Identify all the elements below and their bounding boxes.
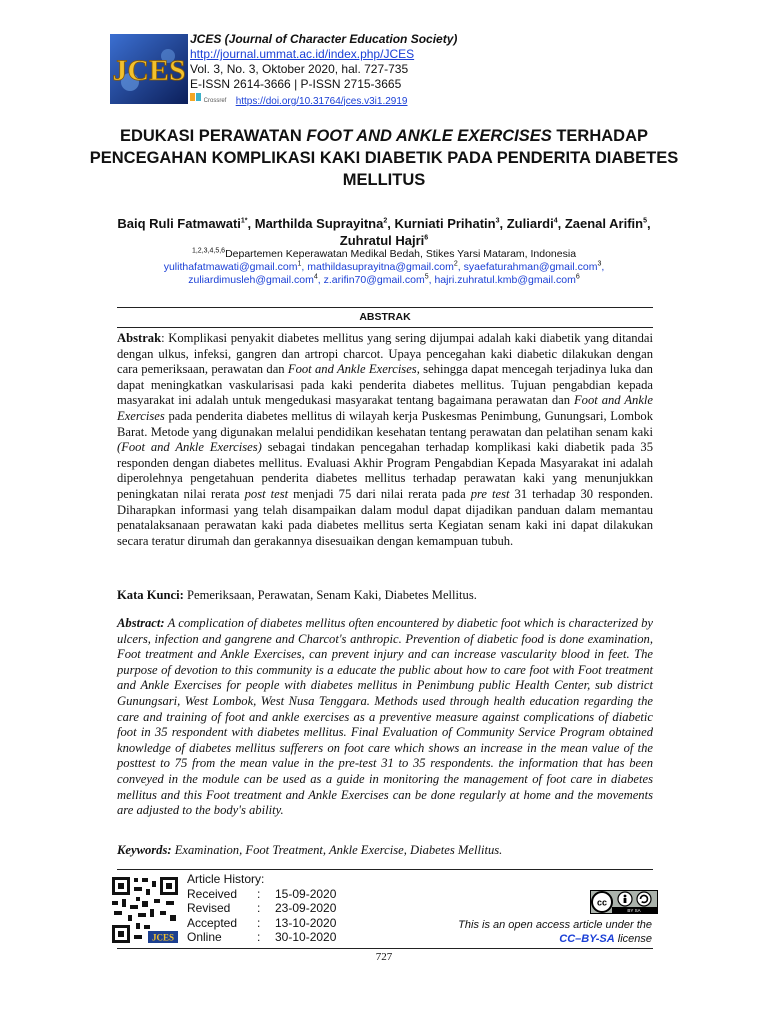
history-key: Received — [187, 886, 238, 901]
svg-text:cc: cc — [596, 897, 608, 908]
history-row — [187, 887, 336, 902]
history-row — [187, 916, 336, 931]
abstract-heading: ABSTRAK — [359, 311, 411, 323]
article-history — [187, 872, 336, 945]
volume-info: Vol. 3, No. 3, Oktober 2020, hal. 727-735 — [190, 62, 409, 76]
footer-bottom-rule — [117, 948, 653, 949]
journal-logo — [110, 34, 188, 104]
history-row — [187, 901, 336, 916]
author-sup: 6 — [424, 234, 429, 242]
journal-header — [190, 32, 457, 109]
author: Zaenal Arifin — [564, 216, 644, 231]
affiliation — [100, 248, 668, 261]
kata-kunci-label: Kata Kunci: — [117, 588, 184, 602]
history-heading: Article History: — [187, 872, 265, 886]
title-part-3: TERHADAP PENCEGAHAN KOMPLIKASI KAKI DIABETIK PADA PENDERITA DIABETES MELLITUS — [89, 127, 679, 189]
title-part-1: EDUKASI PERAWATAN — [119, 127, 307, 145]
author-sup: 3 — [495, 217, 500, 225]
abstrak-text: pada penderita diabetes mellitus di wilayah kerja Puskesmas Penimbung, Gunungsari, Lombok Barat. Metode yang digunakan melalui pendidikan kesehatan tentang perawatan dan pelatihan senam kaki — [117, 408, 653, 439]
history-value: 13-10-2020 — [275, 915, 337, 930]
abstrak-text: sehingga dapat mencegah terjadinya luka dan dapat meningkatkan vaskularisasi pada kaki penderita diabetes mellitus. Tujuan pengabdian kepada masyarakat ini adalah untuk mengedukasi masyarakat tentang bagaimana perawatan dan — [117, 362, 653, 408]
doi-link[interactable]: https://doi.org/10.31764/jces.v3i1.2919 — [235, 95, 408, 107]
cc-by-sa-badge-icon — [590, 890, 658, 914]
author-emails: yulithafatmawati@gmail.com$^1$, mathildasuprayitna@gmail.com$^2$, syaefaturahman@gmail.com$^3$, zuliardimusleh@gmail.com$^4$, z.arifin70@gmail.com$^5$, hajri.zuhratul.kmb@gmail.com$^6$ — [163, 260, 605, 286]
author-sup: 5 — [643, 217, 647, 225]
history-key: Accepted — [187, 915, 238, 930]
email-link[interactable]: mathildasuprayitna@gmail.com — [307, 261, 454, 273]
license-link[interactable]: CC–BY-SA — [559, 933, 615, 945]
author: Kurniati Prihatin — [394, 216, 496, 231]
open-access-note — [410, 918, 652, 946]
email-link[interactable]: yulithafatmawati@gmail.com — [163, 261, 298, 273]
issn-info: E-ISSN 2614-3666 | P-ISSN 2715-3665 — [190, 77, 402, 91]
affiliation-sup: 1,2,3,4,5,6 — [191, 247, 226, 255]
license-suffix: license — [614, 933, 652, 945]
abstrak-italic: Foot and Ankle Exercises, — [287, 362, 420, 377]
abstrak-italic: Foot and Ankle Exercises — [117, 393, 653, 423]
abstrak-italic: pre test — [470, 486, 510, 501]
keywords-label: Keywords: — [117, 843, 172, 857]
abstract-under-rule — [117, 327, 653, 328]
journal-url-link[interactable]: http://journal.ummat.ac.id/index.php/JCES — [190, 47, 415, 61]
affiliation-text: Departemen Keperawatan Medikal Bedah, Stikes Yarsi Mataram, Indonesia — [225, 248, 577, 260]
abstrak-italic: post test — [244, 486, 289, 501]
logo-text: JCES — [112, 54, 186, 87]
history-value: 15-09-2020 — [275, 886, 337, 901]
journal-name: JCES (Journal of Character Education Society) — [190, 32, 458, 46]
keywords-text: Examination, Foot Treatment, Ankle Exercise, Diabetes Mellitus. — [171, 843, 503, 857]
history-key: Online — [187, 930, 222, 944]
kata-kunci-text: Pemeriksaan, Perawatan, Senam Kaki, Diabetes Mellitus. — [183, 588, 477, 602]
email-sup: 6 — [575, 273, 580, 281]
title-part-2: FOOT AND ANKLE EXERCISES — [306, 127, 552, 145]
kata-kunci — [117, 588, 653, 604]
email-sup: 3 — [597, 260, 602, 268]
author: Baiq Ruli Fatmawati — [117, 216, 241, 231]
email-sup: 2 — [453, 260, 458, 268]
qr-logo-text: JCES — [151, 932, 175, 943]
author: Zuhratul Hajri — [339, 233, 425, 248]
crossref-icon — [190, 92, 226, 109]
history-colon: : — [257, 886, 261, 901]
author-list: Baiq Ruli Fatmawati$^{1*}$, Marthilda Suprayitna$^2$, Kurniati Prihatin$^3$, Zuliardi$^4$, Zaenal Arifin$^5$, Zuhratul Hajri$^6$ — [117, 216, 651, 248]
keywords — [117, 843, 653, 859]
abstrak-text: 31 terhadap 30 responden. Diharapkan informasi yang telah disampaikan dalam modul dapat dijadikan panduan dalam memantau penatalaksanaan perawatan kaki pada diabetes mellitus serta Kegiatan senam kaki ini dapat dilakukan secara teratur dirumah dan gerakannya disesuaikan dengan kemampuan tubuh. — [117, 486, 653, 548]
abstrak-label: Abstrak — [117, 331, 162, 345]
abstrak-text: sebagai tindakan pencegahan terhadap komplikasi kaki diabetik pada 35 responden dengan diabetes mellitus. Evaluasi Akhir Program Pengabdian Kepada Masyarakat ini adalah diperolehnya pengetahuan penderita diabetes mellitus terhadap perawatan kaki yang menunjukkan peningkatan nilai rerata — [117, 440, 653, 501]
email-sup: 5 — [424, 273, 429, 281]
abstrak-text: menjadi 75 dari nilai rerata pada — [288, 486, 471, 501]
page-number: 727 — [375, 951, 393, 963]
abstract-top-rule — [117, 307, 653, 308]
history-colon: : — [257, 901, 261, 915]
open-access-text: This is an open access article under the — [458, 919, 652, 931]
history-value: 30-10-2020 — [275, 930, 337, 944]
abstrak-italic: (Foot and Ankle Exercises) — [117, 440, 262, 455]
email-link[interactable]: syaefaturahman@gmail.com — [463, 261, 598, 273]
author: Marthilda Suprayitna — [254, 216, 384, 231]
abstract-en-paragraph — [117, 616, 653, 819]
email-sup: 4 — [313, 273, 318, 281]
abstrak-paragraph — [117, 331, 653, 549]
author-sup: 1* — [240, 217, 248, 225]
email-link[interactable]: zuliardimusleh@gmail.com — [188, 274, 314, 286]
history-row — [187, 930, 336, 945]
history-colon: : — [257, 930, 261, 944]
email-link[interactable]: hajri.zuhratul.kmb@gmail.com — [434, 274, 576, 286]
history-colon: : — [257, 915, 261, 930]
author: Zuliardi — [506, 216, 554, 231]
author-sup: 4 — [553, 217, 558, 225]
abstract-en-text: A complication of diabetes mellitus often encountered by diabetic foot which is characterized by ulcers, infection and gangrene and Charcot's anthropic. Prevention of diabetic food is done examination, Foot treatment and Ankle Exercises, can prevent injury and can increase vascularity blood in feet. The purpose of devotion to this community is a educate the public about how to care foot with Foot treatment and Ankle Exercises for people with diabetes mellitus in Penimbung public Health Center, sub district Gunungsari, West Lombok, West Nusa Tenggara. Methods used through health education regarding the care and training of foot and ankle exercises as a preventive measure against complications of diabetic foot in 35 respondent with diabetes mellitus. Final Evaluation of Community Service Program obtained knowledge of diabetes mellitus sufferers on foot care which shows an increase in the mean value of the posttest to 75 from the mean value in the pre-test 31 to 35 respondents. the information that has been conveyed in the module can be used as a guide in monitoring the management of foot care in diabetes mellitus and this Foot treatment and Ankle Exercises can be done regularly at home and the movements are adjusted to the body's ability. — [117, 616, 653, 818]
qr-code-icon — [110, 875, 180, 945]
history-key: Revised — [187, 901, 231, 915]
abstract-en-label: Abstract: — [117, 616, 165, 630]
history-value: 23-09-2020 — [275, 901, 337, 915]
paper-title — [80, 125, 688, 191]
email-sup: 1 — [297, 260, 302, 268]
footer-top-rule — [117, 869, 653, 870]
crossref-label: Crossref — [203, 98, 227, 104]
author-sup: 2 — [383, 217, 388, 225]
abstrak-text: : Komplikasi penyakit diabetes mellitus yang sering dijumpai adalah kaki diabetik yang ditandai dengan ulkus, infeksi, gangren dan artropi charcot. Upaya pencegahan kaki diabetic dilakukan dengan cara pemeriksaan, perawatan dan — [117, 331, 653, 377]
email-link[interactable]: z.arifin70@gmail.com — [323, 274, 425, 286]
cc-badge-text: BY SA — [627, 908, 641, 913]
